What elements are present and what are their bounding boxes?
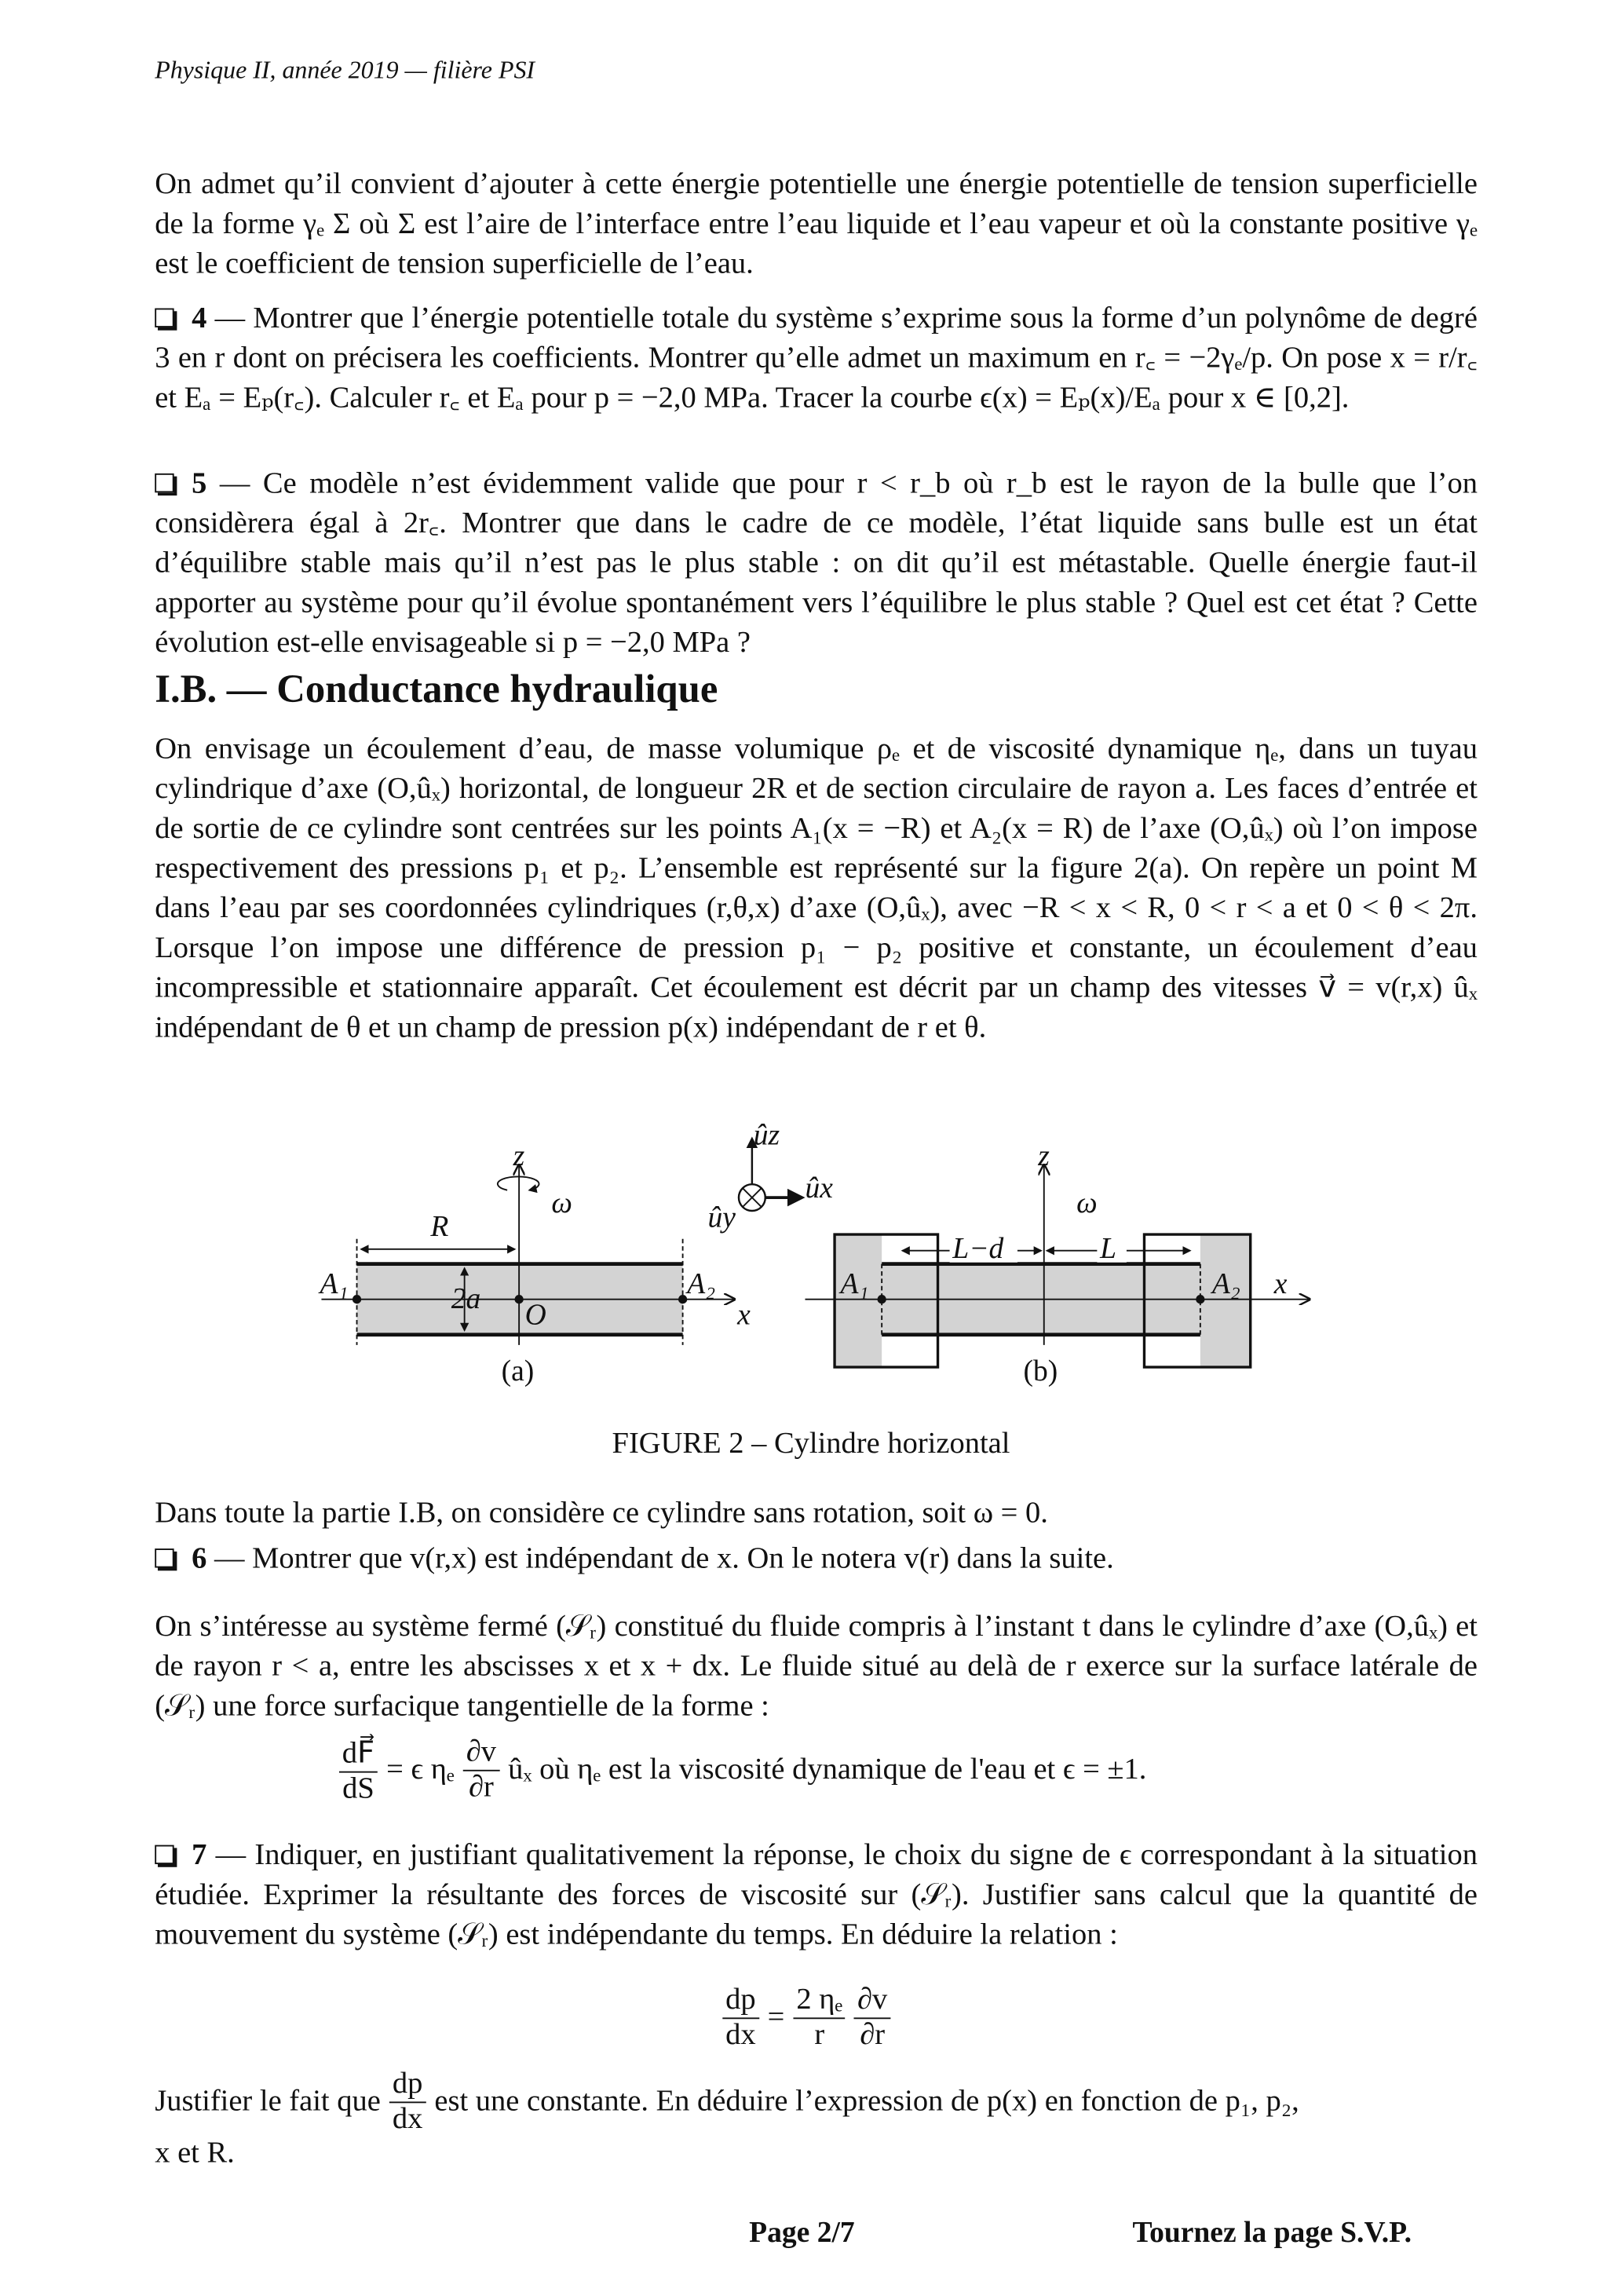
label-A1-b: A₁	[840, 1268, 869, 1301]
question-6	[155, 1540, 1478, 1580]
paragraph-flow: On envisage un écoulement d’eau, de masse volumique ρₑ et de viscosité dynamique ηₑ, dans un tuyau cylindrique d’axe (O,ûₓ) horizontal, de longueur 2R et de section circulaire de rayon a. Les faces d’entrée et de sortie de ce cylindre sont centrées sur les points A₁(x = −R) et A₂(x = R) de l’axe (O,ûₓ) où l’on impose respectivement des pressions p₁ et p₂. L’ensemble est représenté sur la figure 2(a). On repère un point M dans l’eau par ses coordonnées cylindriques (r,θ,x) d’axe (O,ûₓ), avec −R < x < R, 0 < r < a et 0 < θ < 2π. Lorsque l’on impose une différence de pression p₁ − p₂ positive et constante, un écoulement d’eau incompressible et stationnaire apparaît. Cet écoulement est décrit par un champ des vitesses v⃗ = v(r,x) ûₓ indépendant de θ et un champ de pression p(x) indépendant de r et θ.	[155, 733, 1478, 1044]
text: Justifier le fait que	[155, 2085, 381, 2119]
eq-denominator: dx	[392, 2103, 423, 2136]
label-A2-b: A₂	[1211, 1268, 1240, 1301]
eq-numerator: dp	[389, 2067, 426, 2103]
section-title: I.B. — Conductance hydraulique	[155, 666, 718, 711]
label-uz: ûz	[753, 1119, 780, 1152]
label-a: (a)	[501, 1355, 535, 1387]
label-L: L	[1100, 1233, 1117, 1266]
eq-numerator: ∂v	[854, 1983, 890, 2019]
text: est une constante. En déduire l’expression de p(x) en fonction de p₁, p₂,	[434, 2085, 1299, 2119]
question-text: — Ce modèle n’est évidemment valide que pour r < r_b où r_b est le rayon de la bulle que l’on considèrera égal à 2r꜀. Montrer que dans le cadre de ce modèle, l’état liquide sans bulle est un état d’équilibre stable mais qu’il n’est pas le plus stable : on dit qu’il est métastable. Quelle énergie faut-il apporter au système pour qu’il évolue spontanément vers l’équilibre le plus stable ? Quel est cet état ? Cette évolution est-elle envisageable si p = −2,0 MPa ?	[155, 467, 1478, 660]
paragraph-constant	[155, 2067, 1299, 2137]
eq-numerator: dp	[722, 1983, 758, 2019]
page-number: Page 2/7	[749, 2216, 855, 2250]
diagram-b	[805, 1140, 1309, 1387]
eq-text: ûₓ où ηₑ est la viscosité dynamique de l'eau et ϵ = ±1.	[508, 1753, 1147, 1786]
label-A2: A₂	[687, 1268, 716, 1301]
eq-numerator: ∂v	[463, 1736, 499, 1771]
eq-denominator: dS	[342, 1772, 374, 1805]
label-omega-b: ω	[1076, 1186, 1098, 1219]
checkbox-icon	[155, 1548, 174, 1567]
eq-numerator: 2 ηₑ	[794, 1983, 846, 2019]
equation-pressure-gradient	[722, 1983, 890, 2053]
label-z: z	[513, 1139, 525, 1172]
checkbox-icon	[155, 1845, 174, 1864]
paragraph-no-rotation: Dans toute la partie I.B, on considère ce cylindre sans rotation, soit ω = 0.	[155, 1497, 1048, 1530]
label-2a: 2a	[451, 1282, 481, 1315]
label-x: x	[737, 1299, 751, 1332]
question-text: — Indiquer, en justifiant qualitativement la réponse, le choix du signe de ϵ correspondant à la situation étudiée. Exprimer la résultante des forces de viscosité sur (𝒮ᵣ). Justifier sans calcul que la quantité de mouvement du système (𝒮ᵣ) est indépendante du temps. En déduire la relation :	[155, 1839, 1478, 1951]
label-L-minus-d: L−d	[952, 1233, 1004, 1266]
checkbox-icon	[155, 473, 174, 492]
question-number: 5	[192, 467, 207, 500]
question-number: 4	[192, 302, 207, 335]
question-number: 7	[192, 1839, 207, 1872]
question-number: 6	[192, 1542, 207, 1575]
label-b: (b)	[1023, 1355, 1058, 1387]
question-7	[155, 1836, 1478, 1955]
eq-text: = ϵ ηₑ	[386, 1753, 455, 1786]
eq-numerator: dF⃗	[339, 1735, 378, 1773]
paragraph-surface-tension: On admet qu’il convient d’ajouter à cette énergie potentielle une énergie potentielle de tension superficielle de la forme γₑ Σ où Σ est l’aire de l’interface entre l’eau liquide et l’eau vapeur et où la constante positive γₑ est le coefficient de tension superficielle de l’eau.	[155, 168, 1478, 280]
checkbox-icon	[155, 309, 174, 327]
eq-denominator: r	[814, 2019, 825, 2052]
eq-denominator: ∂r	[860, 2019, 886, 2052]
label-A1: A₁	[320, 1268, 349, 1301]
equation-force	[339, 1735, 1146, 1807]
running-header: Physique II, année 2019 — filière PSI	[155, 56, 535, 85]
axes-triad	[708, 1119, 834, 1234]
label-x-b: x	[1273, 1268, 1288, 1301]
label-omega: ω	[551, 1186, 572, 1219]
eq-denominator: ∂r	[468, 1771, 494, 1804]
eq-text: =	[767, 2001, 785, 2035]
question-4	[155, 299, 1478, 419]
diagram-a	[318, 1140, 751, 1387]
paragraph-system: On s’intéresse au système fermé (𝒮ᵣ) constitué du fluide compris à l’instant t dans le cylindre d’axe (O,ûₓ) et de rayon r < a, entre les abscisses x et x + dx. Le fluide situé au delà de r exerce sur la surface latérale de (𝒮ᵣ) une force surfacique tangentielle de la forme :	[155, 1610, 1478, 1723]
turn-page-note: Tournez la page S.V.P.	[1132, 2216, 1412, 2250]
label-R: R	[430, 1210, 449, 1243]
question-5	[155, 465, 1478, 664]
question-text: — Montrer que v(r,x) est indépendant de x. On le notera v(r) dans la suite.	[214, 1542, 1114, 1575]
label-O: O	[524, 1299, 546, 1332]
question-text: — Montrer que l’énergie potentielle totale du système s’exprime sous la forme d’un polynôme de degré 3 en r dont on précisera les coefficients. Montrer qu’elle admet un maximum en r꜀ = −2γₑ/p. On pose x = r/r꜀ et Eₐ = Eₚ(r꜀). Calculer r꜀ et Eₐ pour p = −2,0 MPa. Tracer la courbe ϵ(x) = Eₚ(x)/Eₐ pour x ∈ [0,2].	[155, 302, 1478, 415]
label-uy: ûy	[707, 1201, 736, 1234]
figure-caption: FIGURE 2 – Cylindre horizontal	[612, 1428, 1010, 1461]
label-ux: ûx	[805, 1172, 833, 1205]
figure-2	[0, 1106, 1622, 1402]
paragraph-constant-end: x et R.	[155, 2137, 235, 2170]
eq-denominator: dx	[725, 2019, 756, 2052]
label-z-b: z	[1038, 1139, 1050, 1172]
